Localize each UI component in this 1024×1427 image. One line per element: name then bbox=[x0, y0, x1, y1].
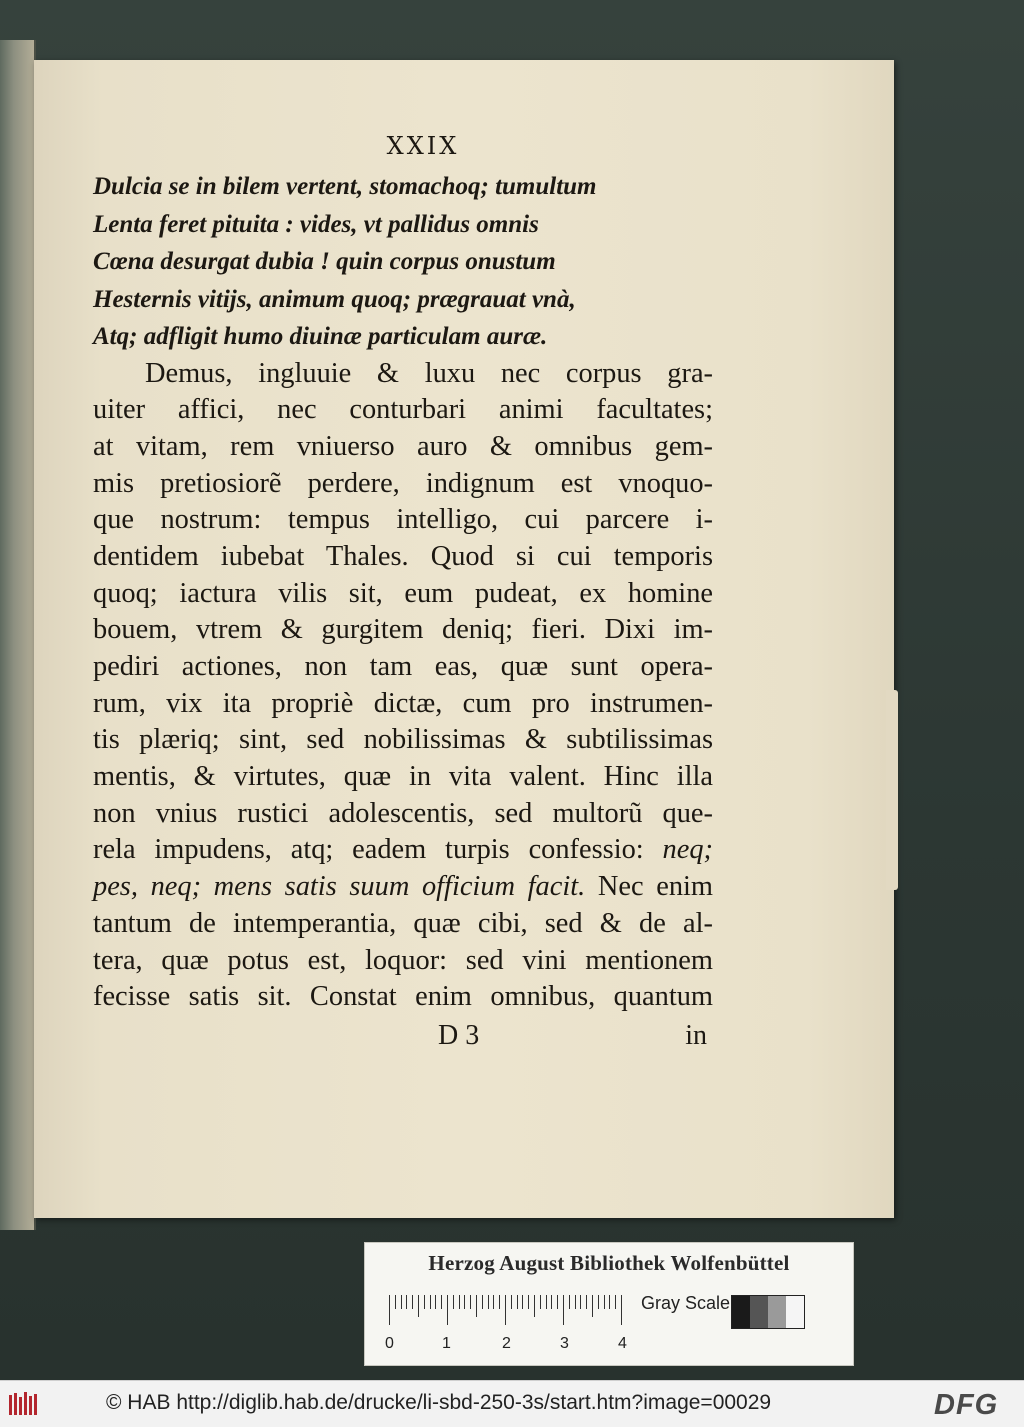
ruler-tick bbox=[534, 1295, 535, 1317]
prose-line: bouem, vtrem & gurgitem deniq; fieri. Dixi im- bbox=[93, 614, 713, 646]
catchword: in bbox=[685, 1019, 707, 1051]
ruler-tick bbox=[488, 1295, 489, 1309]
ruler-tick bbox=[598, 1295, 599, 1309]
prose-italic-text: pes, neq; mens satis suum officium facit. bbox=[93, 871, 586, 903]
gray-swatch bbox=[768, 1296, 786, 1328]
ruler-tick bbox=[575, 1295, 576, 1309]
ruler-tick bbox=[609, 1295, 610, 1309]
ruler-tick bbox=[482, 1295, 483, 1309]
verse-line: Cœna desurgat dubia ! quin corpus onustum bbox=[93, 248, 556, 275]
prose-line: mis pretiosiorẽ perdere, indignum est vnoquo- bbox=[93, 467, 713, 499]
verse-line: Atq; adfligit humo diuinæ particulam auræ. bbox=[93, 323, 548, 350]
measurement-ruler bbox=[389, 1295, 633, 1329]
page-fold-edge bbox=[886, 690, 898, 890]
ruler-tick bbox=[621, 1295, 622, 1325]
prose-line: Demus, ingluuie & luxu nec corpus gra- bbox=[145, 357, 713, 389]
verse-line: Dulcia se in bilem vertent, stomachoq; tumultum bbox=[93, 173, 597, 200]
prose-line: tera, quæ potus est, loquor: sed vini mentionem bbox=[93, 944, 713, 976]
prose-italic-text: neq; bbox=[662, 834, 713, 866]
ruler-number: 0 bbox=[385, 1335, 394, 1352]
previous-page-edge bbox=[0, 40, 36, 1230]
footer-bar bbox=[0, 1380, 1024, 1427]
ruler-tick bbox=[470, 1295, 471, 1309]
ruler-tick bbox=[395, 1295, 396, 1309]
ruler-tick bbox=[441, 1295, 442, 1309]
prose-text: Nec enim bbox=[597, 871, 713, 903]
prose-line: dentidem iubebat Thales. Quod si cui temporis bbox=[93, 540, 713, 572]
ruler-tick bbox=[557, 1295, 558, 1309]
prose-line: quoq; iactura vilis sit, eum pudeat, ex homine bbox=[93, 577, 713, 609]
ruler-tick bbox=[401, 1295, 402, 1309]
ruler-tick bbox=[580, 1295, 581, 1309]
verse-line: Lenta feret pituita : vides, vt pallidus omnis bbox=[93, 210, 539, 238]
ruler-number: 3 bbox=[560, 1335, 569, 1352]
prose-line: tantum de intemperantia, quæ cibi, sed & de al- bbox=[93, 907, 713, 939]
ruler-number: 1 bbox=[442, 1335, 451, 1352]
ruler-number: 4 bbox=[618, 1335, 627, 1352]
gray-swatch bbox=[750, 1296, 768, 1328]
ruler-tick bbox=[540, 1295, 541, 1309]
ruler-tick bbox=[528, 1295, 529, 1309]
ruler-number: 2 bbox=[502, 1335, 511, 1352]
gray-scale-swatches bbox=[731, 1295, 805, 1329]
ruler-tick bbox=[412, 1295, 413, 1309]
prose-line: fecisse satis sit. Constat enim omnibus, quantum bbox=[93, 981, 713, 1013]
ruler-tick bbox=[406, 1295, 407, 1309]
ruler-tick bbox=[389, 1295, 390, 1325]
page-text bbox=[93, 124, 713, 1056]
library-bars-icon bbox=[8, 1391, 42, 1417]
ruler-tick bbox=[430, 1295, 431, 1309]
ruler-tick bbox=[511, 1295, 512, 1309]
ruler-tick bbox=[604, 1295, 605, 1309]
ruler-tick bbox=[459, 1295, 460, 1309]
ruler-tick bbox=[476, 1295, 477, 1317]
ruler-tick bbox=[424, 1295, 425, 1309]
library-scale-card bbox=[364, 1242, 854, 1366]
prose-line: que nostrum: tempus intelligo, cui parcere i- bbox=[93, 504, 713, 536]
ruler-tick bbox=[569, 1295, 570, 1309]
prose-line: mentis, & virtutes, quæ in vita valent. Hinc illa bbox=[93, 761, 713, 793]
ruler-tick bbox=[435, 1295, 436, 1309]
ruler-tick bbox=[493, 1295, 494, 1309]
ruler-tick bbox=[546, 1295, 547, 1309]
verse-line: Hesternis vitijs, animum quoq; prægrauat vnà, bbox=[93, 285, 576, 313]
prose-line: rum, vix ita propriè dictæ, cum pro instrumen- bbox=[93, 687, 713, 719]
ruler-tick bbox=[592, 1295, 593, 1317]
ruler-tick bbox=[418, 1295, 419, 1317]
ruler-tick bbox=[551, 1295, 552, 1309]
ruler-tick bbox=[586, 1295, 587, 1309]
dfg-logo: DFG bbox=[934, 1389, 999, 1421]
gray-swatch bbox=[786, 1296, 804, 1328]
prose-line: uiter affici, nec conturbari animi facultates; bbox=[93, 394, 713, 426]
prose-line bbox=[93, 869, 713, 906]
ruler-tick bbox=[447, 1295, 448, 1325]
prose-line: tis plæriq; sint, sed nobilissimas & subtilissimas bbox=[93, 724, 713, 756]
signature-line bbox=[93, 1016, 713, 1056]
prose-line: pediri actiones, non tam eas, quæ sunt opera- bbox=[93, 651, 713, 682]
ruler-tick bbox=[615, 1295, 616, 1309]
signature-mark: D 3 bbox=[438, 1019, 480, 1051]
ruler-tick bbox=[517, 1295, 518, 1309]
ruler-tick bbox=[563, 1295, 564, 1325]
page-folio: XXIX bbox=[386, 132, 460, 160]
ruler-tick bbox=[464, 1295, 465, 1309]
source-url[interactable]: © HAB http://diglib.hab.de/drucke/li-sbd-250-3s/start.htm?image=00029 bbox=[106, 1391, 772, 1414]
ruler-tick bbox=[499, 1295, 500, 1309]
gray-scale-label: Gray Scale bbox=[641, 1293, 731, 1313]
ruler-tick bbox=[522, 1295, 523, 1309]
gray-swatch bbox=[732, 1296, 750, 1328]
prose-line bbox=[93, 832, 713, 869]
prose-line: at vitam, rem vniuerso auro & omnibus gem- bbox=[93, 430, 713, 462]
ruler-tick bbox=[505, 1295, 506, 1325]
prose-line: non vnius rustici adolescentis, sed multorũ que- bbox=[93, 797, 713, 829]
library-name: Herzog August Bibliothek Wolfenbüttel bbox=[428, 1251, 790, 1275]
prose-text: rela impudens, atq; eadem turpis confessio: bbox=[93, 834, 644, 866]
ruler-tick bbox=[453, 1295, 454, 1309]
